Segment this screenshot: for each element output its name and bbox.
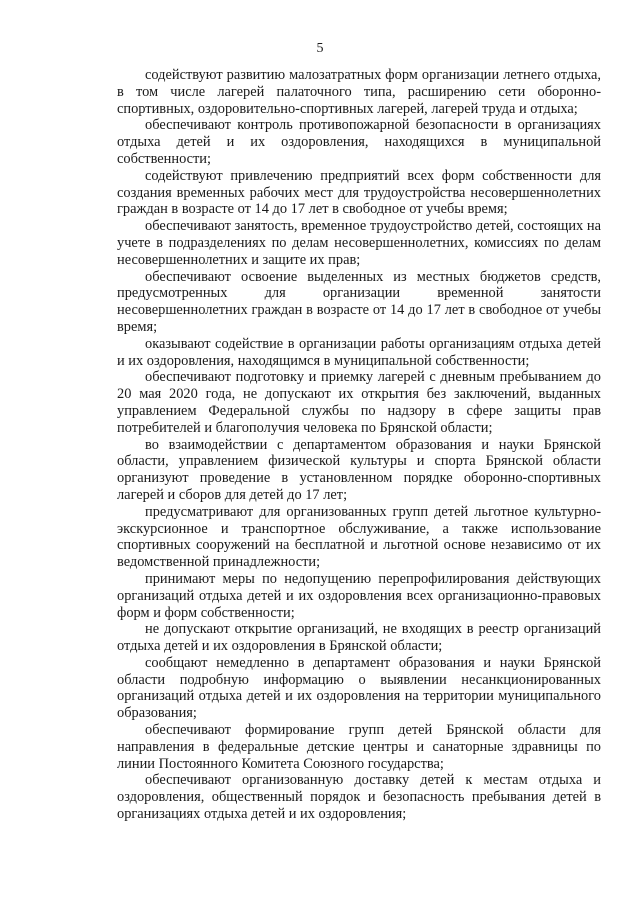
paragraph-12: сообщают немедленно в департамент образования и науки Брянской области подробную информацию о выявлении несанкционированных организаций отдыха детей и их оздоровления на территории муниципального образования;	[117, 654, 601, 722]
paragraph-5: обеспечивают освоение выделенных из местных бюджетов средств, предусмотренных для организации временной занятости несовершеннолетних граждан в возрасте от 14 до 17 лет в свободное от учебы время;	[117, 268, 601, 335]
document-body	[117, 67, 601, 823]
paragraph-4: обеспечивают занятость, временное трудоустройство детей, состоящих на учете в подразделениях по делам несовершеннолетних, комиссиях по делам несовершеннолетних и защите их прав;	[117, 218, 601, 268]
paragraph-1: содействуют развитию малозатратных форм организации летнего отдыха, в том числе лагерей палаточного типа, расширению сети оборонно-спортивных, оздоровительно-спортивных лагерей, лагерей труда и отдыха;	[117, 67, 601, 117]
paragraph-3: содействуют привлечению предприятий всех форм собственности для создания временных рабочих мест для трудоустройства несовершеннолетних граждан в возрасте от 14 до 17 лет в свободное от учебы время;	[117, 167, 601, 218]
page-number: 5	[316, 41, 324, 56]
paragraph-13: обеспечивают формирование групп детей Брянской области для направления в федеральные детские центры и санаторные здравницы по линии Постоянного Комитета Союзного государства;	[117, 722, 601, 772]
paragraph-9: предусматривают для организованных групп детей льготное культурно-экскурсионное и транспортное обслуживание, а также использование спортивных сооружений на бесплатной и льготной основе независимо от их ведомственной принадлежности;	[117, 503, 601, 571]
paragraph-2: обеспечивают контроль противопожарной безопасности в организациях отдыха детей и их оздоровления, находящихся в муниципальной собственности;	[117, 117, 601, 167]
paragraph-11: не допускают открытие организаций, не входящих в реестр организаций отдыха детей и их оздоровления в Брянской области;	[117, 621, 601, 655]
paragraph-7: обеспечивают подготовку и приемку лагерей с дневным пребыванием до 20 мая 2020 года, не допускают их открытия без заключений, выданных управлением Федеральной службы по надзору в сфере защиты прав потребителей и благополучия человека по Брянской области;	[117, 369, 601, 436]
paragraph-8: во взаимодействии с департаментом образования и науки Брянской области, управлением физической культуры и спорта Брянской области организуют проведение в установленном порядке оборонно-спортивных лагерей и сборов для детей до 17 лет;	[117, 436, 601, 503]
paragraph-10: принимают меры по недопущению перепрофилирования действующих организаций отдыха детей и их оздоровления всех организационно-правовых форм и форм собственности;	[117, 570, 601, 621]
paragraph-14: обеспечивают организованную доставку детей к местам отдыха и оздоровления, общественный порядок и безопасность пребывания детей в организациях отдыха детей и их оздоровления;	[117, 772, 601, 823]
paragraph-6: оказывают содействие в организации работы организациям отдыха детей и их оздоровления, находящимся в муниципальной собственности;	[117, 335, 601, 369]
